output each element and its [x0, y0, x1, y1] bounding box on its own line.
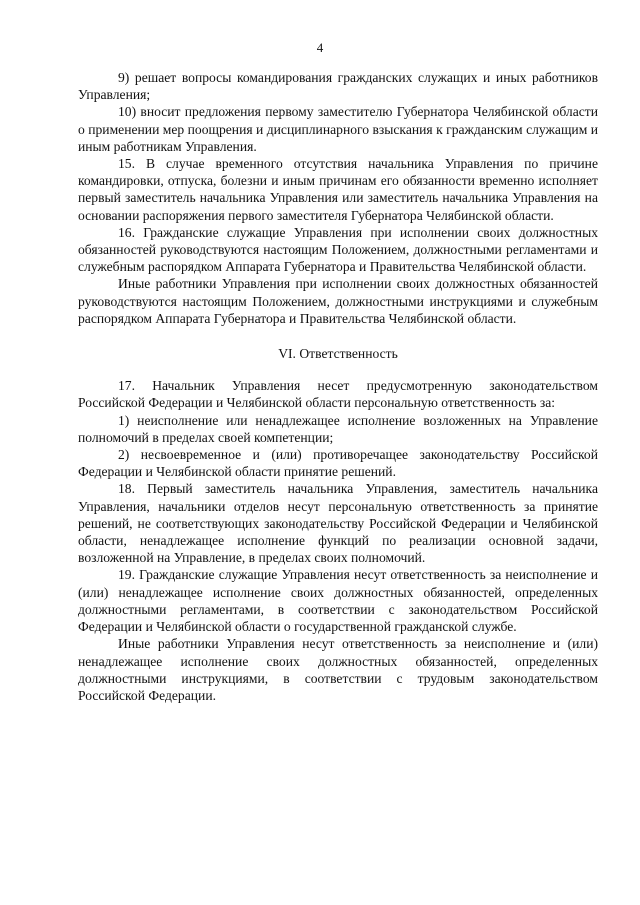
paragraph-17-item-1: 1) неисполнение или ненадлежащее исполнение возложенных на Управление полномочий в пределах своей компетенции; [78, 412, 598, 445]
paragraph-15: 15. В случае временного отсутствия начальника Управления по причине командировки, отпуска, болезни и иным причинам его обязанности временно исполняет первый заместитель начальника Управления или заместитель начальника Управления на основании распоряжения первого заместителя Губернатора Челябинской области. [78, 156, 598, 223]
paragraph-item-10: 10) вносит предложения первому заместителю Губернатора Челябинской области о применении мер поощрения и дисциплинарного взыскания к гражданским служащим и иным работникам Управления. [78, 104, 598, 154]
spacer [78, 362, 598, 377]
paragraph-other-workers-duties: Иные работники Управления при исполнении своих должностных обязанностей руководствуются настоящим Положением, должностными инструкциями и служебным распорядком Аппарата Губернатора и Правительства Челябинской области. [78, 276, 598, 326]
paragraph-19: 19. Гражданские служащие Управления несут ответственность за неисполнение и (или) ненадлежащее исполнение своих должностных обязанностей, определенных должностными регламентами, в соответствии с законодательством Российской Федерации и Челябинской области о государственной гражданской службе. [78, 567, 598, 635]
paragraph-18: 18. Первый заместитель начальника Управления, заместитель начальника Управления, начальники отделов несут персональную ответственность за принятие решений, не соответствующих законодательству Российской Федерации и Челябинской области, ненадлежащее исполнение функций по реализации основной задачи, возложенной на Управление, в пределах своих полномочий. [78, 481, 598, 566]
page-number: 4 [316, 40, 324, 55]
section-title: VI. Ответственность [278, 346, 398, 362]
spacer [78, 327, 598, 345]
paragraph-other-workers-responsibility: Иные работники Управления несут ответственность за неисполнение и (или) ненадлежащее исполнение своих должностных обязанностей, определенных должностными инструкциями, в соответствии с трудовым законодательством Российской Федерации. [78, 636, 598, 703]
paragraph-17-item-2: 2) несвоевременное и (или) противоречащее законодательству Российской Федерации и Челябинской области принятие решений. [78, 447, 598, 480]
paragraph-17: 17. Начальник Управления несет предусмотренную законодательством Российской Федерации и Челябинской области персональную ответственность за: [78, 378, 598, 411]
paragraph-item-9: 9) решает вопросы командирования гражданских служащих и иных работников Управления; [78, 70, 598, 103]
paragraph-16: 16. Гражданские служащие Управления при исполнении своих должностных обязанностей руководствуются настоящим Положением, должностными регламентами и служебным распорядком Аппарата Губернатора и Правительства Челябинской области. [78, 224, 598, 275]
document-body [78, 69, 598, 704]
